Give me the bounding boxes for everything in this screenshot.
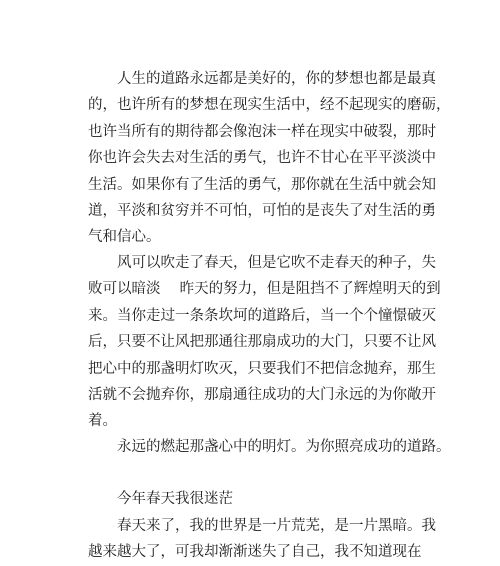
paragraph-1 [88,66,451,251]
text-line: 人生的道路永远都是美好的，你的梦想也都是最真 [117,71,436,87]
text-line: 来。当你走过一条条坎坷的道路后，当一个个憧憬破灭 [88,307,436,324]
text-line: 后，只要不让风把那通往那扇成功的大门，只要不让风 [88,334,436,351]
text-line: 生活。如果你有了生活的勇气，那你就在生活中就会知 [88,176,436,193]
paragraph-3 [88,434,451,460]
text-line: 你也许会失去对生活的勇气，也许不甘心在平平淡淡中 [88,150,436,167]
text-line: 风可以吹走了春天，但是它吹不走春天的种子，失 [117,255,436,271]
text-line: 气和信心。 [88,229,161,246]
text-line: 活就不会抛弃你，那扇通往成功的大门永远的为你敞开 [88,386,436,403]
text-line: 的，也许所有的梦想在现实生活中，经不起现实的磨砺， [88,97,451,114]
text-line: 永远的燃起那盏心中的明灯。为你照亮成功的道路。 [117,439,451,455]
text-line: 春天来了，我的世界是一片荒芜，是一片黑暗。我 [117,518,436,534]
paragraph-2 [88,250,441,435]
text-line: 越来越大了，可我却渐渐迷失了自己，我不知道现在 [88,544,422,561]
text-line: 也许当所有的期待都会像泡沫一样在现实中破裂，那时 [88,123,436,140]
paragraph-4 [88,513,436,566]
section-title [88,486,428,512]
text-line: 道，平淡和贫穷并不可怕，可怕的是丧失了对生活的勇 [88,202,436,219]
text-line: 着。 [88,413,117,430]
text-line: 把心中的那盏明灯吹灭，只要我们不把信念抛弃，那生 [88,360,436,377]
section-title-text: 今年春天我很迷茫 [117,491,233,507]
text-line: 败可以暗淡 昨天的努力，但是阻挡不了辉煌明天的到 [88,281,441,298]
